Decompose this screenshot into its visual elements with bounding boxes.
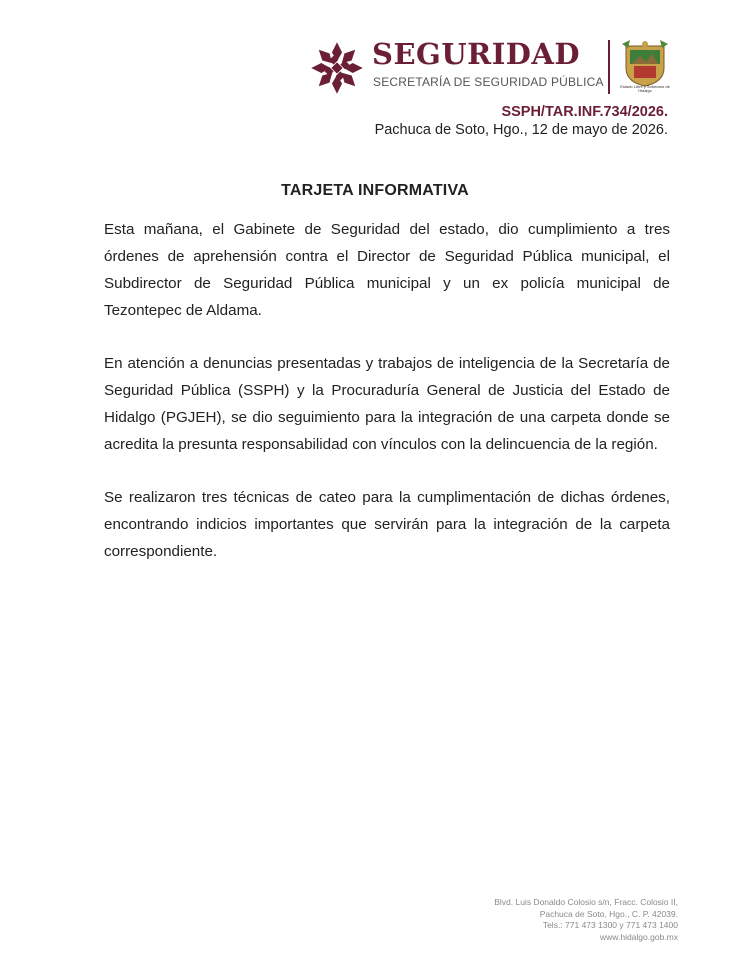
footer-website: www.hidalgo.gob.mx: [600, 931, 678, 942]
paragraph: Se realizaron tres técnicas de cateo para la cumplimentación de dichas órdenes, encontrando indicios importantes que servirán para la integración de la carpeta correspondiente.: [104, 489, 670, 560]
brand-title: SEGURIDAD: [372, 37, 581, 71]
star-emblem-icon: [309, 40, 365, 96]
header-divider: [608, 40, 610, 94]
paragraph: En atención a denuncias presentadas y trabajos de inteligencia de la Secretaría de Seguridad Pública (SSPH) y la Procuraduría General de Justicia del Estado de Hidalgo (PGJEH), se dio seguimiento para la integración de una carpeta donde se acredita la presunta responsabilidad con vínculos con la delincuencia de la región.: [104, 355, 670, 453]
place-date: Pachuca de Soto, Hgo., 12 de mayo de 2026.: [374, 122, 668, 138]
document-body: [104, 216, 670, 591]
brand-subtitle: SECRETARÍA DE SEGURIDAD PÚBLICA: [373, 75, 604, 89]
state-caption: Estado Libre y Soberano de Hidalgo: [620, 84, 670, 94]
footer-address-line: Blvd. Luis Donaldo Colosio s/n, Fracc. Colosio II,: [494, 897, 678, 907]
footer-address: [494, 897, 678, 943]
footer-phones: Tels.: 771 473 1300 y 771 473 1400: [542, 920, 678, 930]
document-reference: SSPH/TAR.INF.734/2026.: [501, 104, 668, 120]
footer-address-line: Pachuca de Soto, Hgo., C. P. 42039.: [539, 908, 678, 919]
letterhead: [0, 38, 750, 98]
document-title: TARJETA INFORMATIVA: [281, 182, 469, 199]
paragraph: Esta mañana, el Gabinete de Seguridad del estado, dio cumplimiento a tres órdenes de aprehensión contra el Director de Seguridad Pública municipal, el Subdirector de Seguridad Pública municipal y un ex policía municipal de Tezontepec de Aldama.: [104, 221, 670, 319]
